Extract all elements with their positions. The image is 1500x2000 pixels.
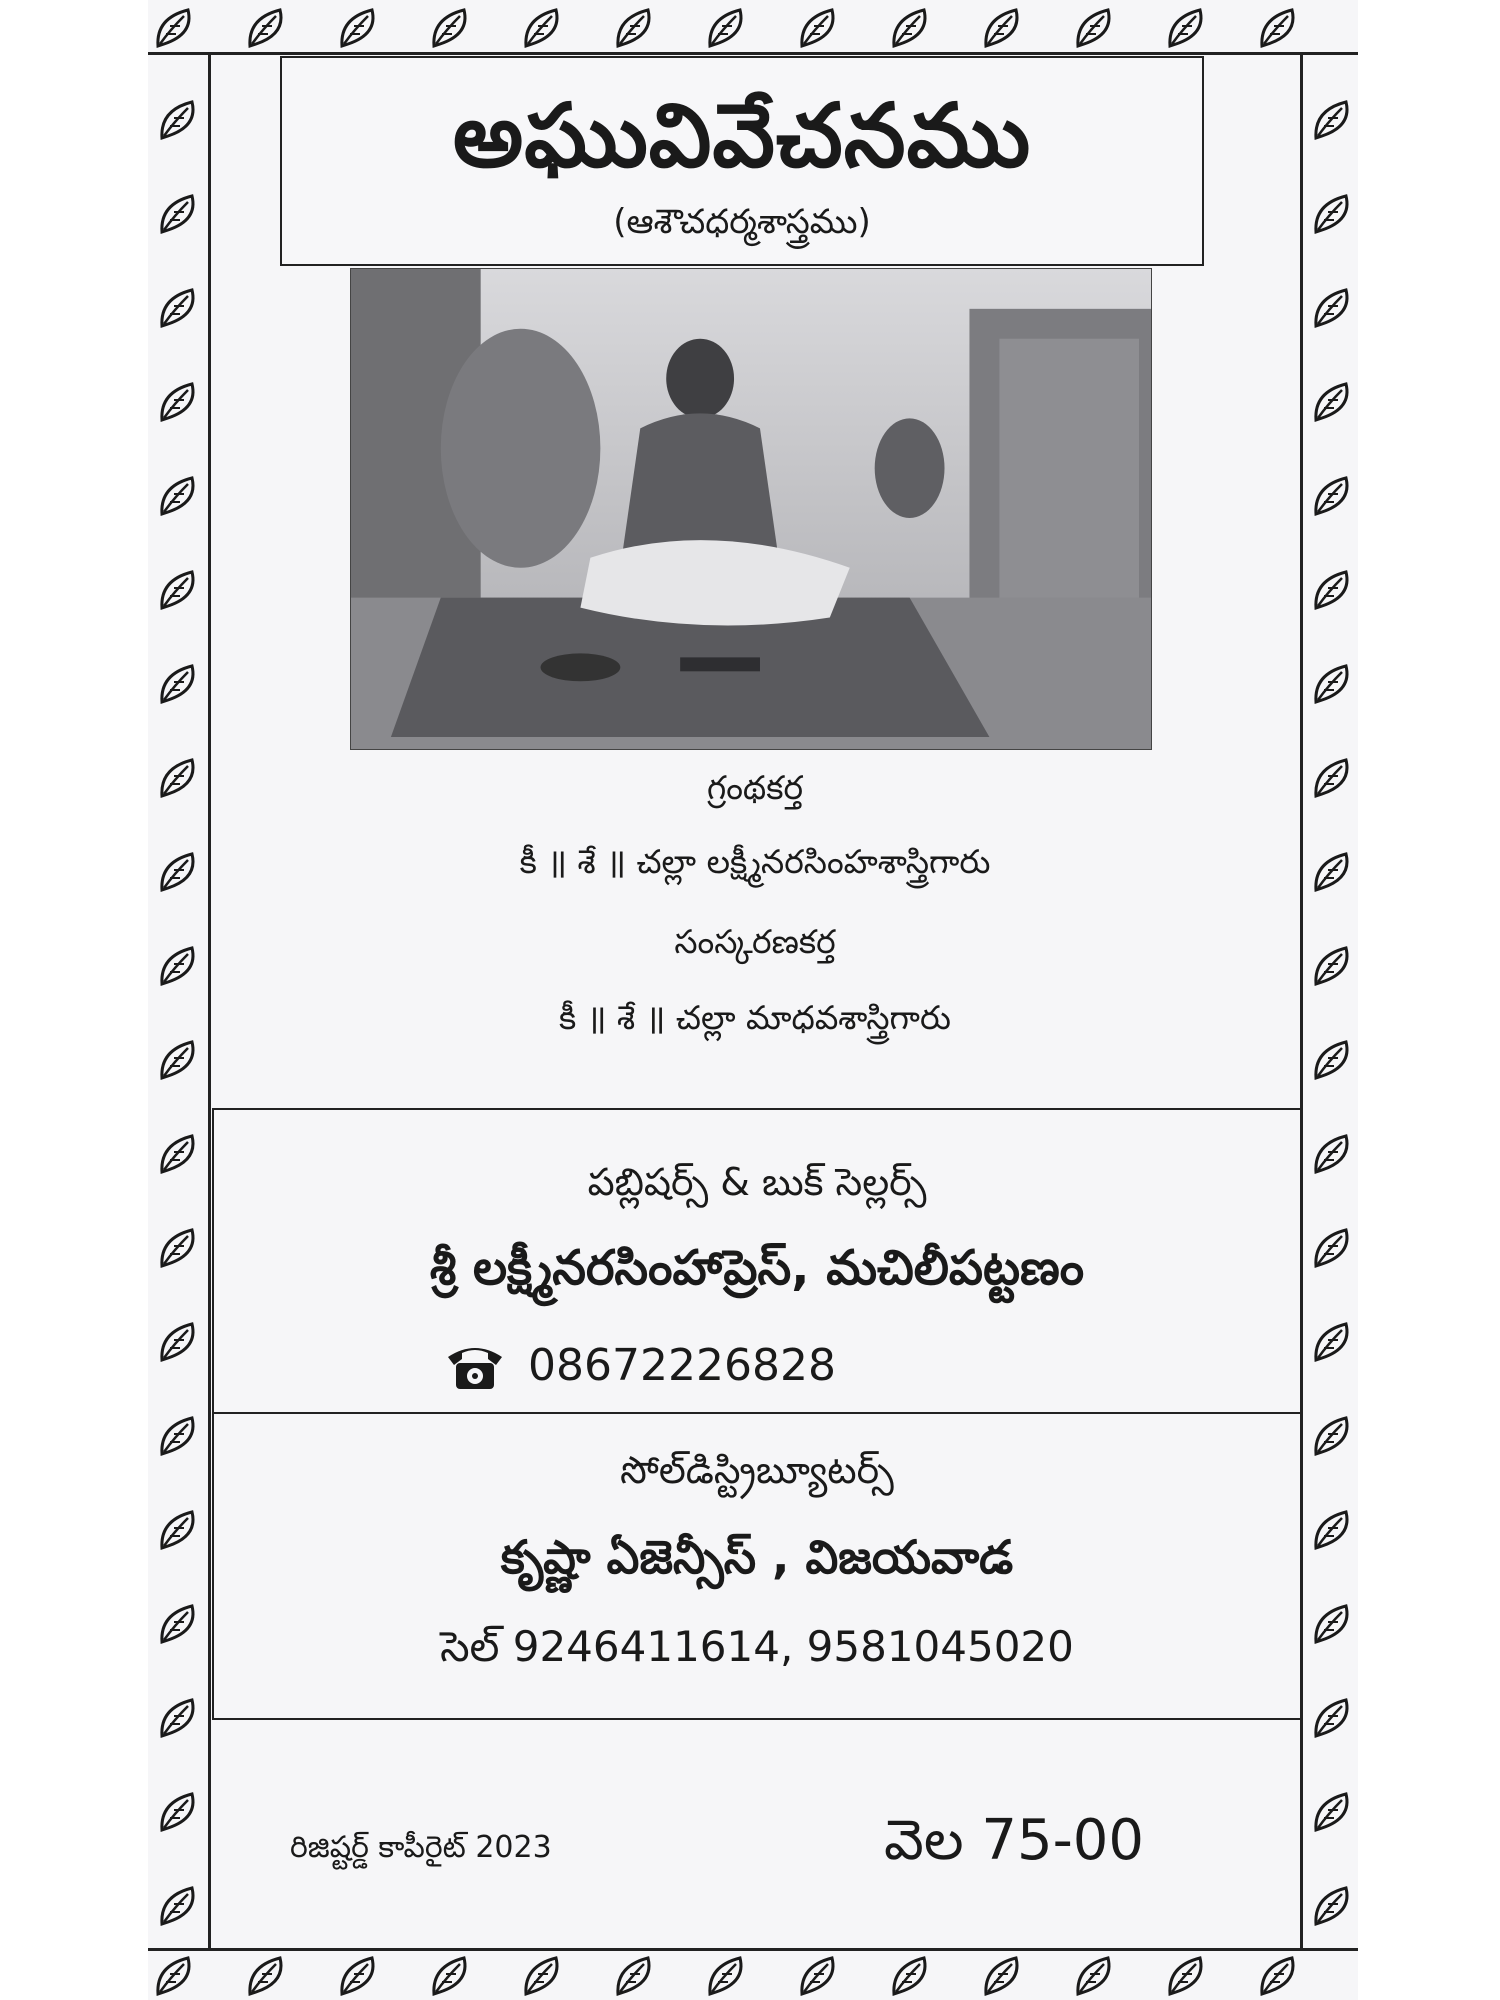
author-photo (350, 268, 1152, 750)
leaf-ornament-icon (154, 284, 202, 332)
leaf-ornament-icon (1162, 1952, 1210, 2000)
book-subtitle: (ఆశౌచధర్మశాస్త్రము) (613, 202, 871, 242)
publisher-phone: 08672226828 (528, 1340, 836, 1391)
leaf-ornament-icon (154, 472, 202, 520)
leaf-ornament-icon (1308, 1882, 1356, 1930)
leaf-ornament-icon (154, 848, 202, 896)
leaf-ornament-icon (978, 4, 1026, 52)
leaf-ornament-icon (610, 4, 658, 52)
publisher-phone-row (444, 1340, 836, 1391)
leaf-ornament-icon (702, 4, 750, 52)
leaf-ornament-icon (150, 1952, 198, 2000)
leaf-ornament-icon (154, 1130, 202, 1178)
title-box (280, 56, 1204, 266)
leaf-ornament-icon (794, 4, 842, 52)
leaf-ornament-icon (886, 1952, 934, 2000)
leaf-ornament-icon (1308, 754, 1356, 802)
distributor-name: కృష్ణా ఏజెన్సీస్ , విజయవాడ (500, 1530, 1014, 1584)
leaf-ornament-icon (334, 4, 382, 52)
leaf-ornament-icon (1308, 1412, 1356, 1460)
price: వెల 75-00 (884, 1808, 1145, 1873)
leaf-ornament-icon (1070, 1952, 1118, 2000)
leaf-ornament-icon (1070, 4, 1118, 52)
leaf-ornament-icon (1308, 1130, 1356, 1178)
leaf-ornament-icon (1308, 190, 1356, 238)
author-name: కీ ॥ శే ॥ చల్లా లక్ష్మీనరసింహశాస్త్రిగారు (519, 842, 991, 881)
leaf-ornament-icon (426, 4, 474, 52)
publisher-divider (214, 1412, 1300, 1414)
leaf-ornament-icon (1308, 1224, 1356, 1272)
leaf-ornament-icon (1308, 566, 1356, 614)
leaf-ornament-icon (154, 1882, 202, 1930)
leaf-ornament-icon (154, 942, 202, 990)
leaf-ornament-icon (154, 660, 202, 708)
leaf-ornament-icon (518, 1952, 566, 2000)
leaf-ornament-icon (154, 1694, 202, 1742)
leaf-ornament-icon (154, 1506, 202, 1554)
distributor-cell: సెల్ 9246411614, 9581045020 (440, 1622, 1074, 1671)
leaf-ornament-icon (1254, 4, 1302, 52)
leaf-ornament-icon (154, 190, 202, 238)
leaf-ornament-icon (1308, 96, 1356, 144)
leaf-ornament-icon (154, 1788, 202, 1836)
leaf-ornament-icon (518, 4, 566, 52)
leaf-ornament-icon (154, 1318, 202, 1366)
book-title: అఘువివేచనము (452, 84, 1032, 187)
leaf-ornament-icon (426, 1952, 474, 2000)
leaf-ornament-icon (154, 1036, 202, 1084)
leaf-ornament-icon (1308, 284, 1356, 332)
publisher-box (212, 1108, 1302, 1720)
leaf-ornament-icon (242, 4, 290, 52)
leaf-ornament-icon (154, 1412, 202, 1460)
leaf-ornament-icon (1308, 942, 1356, 990)
leaf-ornament-icon (154, 754, 202, 802)
publisher-label: పబ్లిషర్స్ & బుక్ సెల్లర్స్ (587, 1160, 927, 1204)
leaf-ornament-icon (1254, 1952, 1302, 2000)
leaf-ornament-icon (1308, 1318, 1356, 1366)
leaf-ornament-icon (794, 1952, 842, 2000)
leaf-ornament-icon (1308, 1600, 1356, 1648)
border-rule-bottom (148, 1948, 1358, 1951)
leaf-ornament-icon (1308, 472, 1356, 520)
border-rule-top (148, 52, 1358, 55)
leaf-ornament-icon (1308, 1694, 1356, 1742)
leaf-ornament-icon (242, 1952, 290, 2000)
telephone-icon (444, 1341, 506, 1391)
leaf-ornament-icon (334, 1952, 382, 2000)
leaf-ornament-icon (1308, 378, 1356, 426)
leaf-ornament-icon (150, 4, 198, 52)
leaf-ornament-icon (1308, 1788, 1356, 1836)
leaf-ornament-icon (154, 96, 202, 144)
publisher-name: శ్రీ లక్ష్మీనరసింహాప్రెస్, మచిలీపట్టణం (429, 1240, 1085, 1296)
leaf-ornament-icon (1308, 1036, 1356, 1084)
editor-name: కీ ॥ శే ॥ చల్లా మాధవశాస్త్రిగారు (559, 998, 951, 1037)
leaf-ornament-icon (154, 566, 202, 614)
leaf-ornament-icon (1162, 4, 1210, 52)
leaf-ornament-icon (1308, 1506, 1356, 1554)
leaf-ornament-icon (154, 1600, 202, 1648)
leaf-ornament-icon (154, 378, 202, 426)
leaf-ornament-icon (978, 1952, 1026, 2000)
leaf-ornament-icon (886, 4, 934, 52)
copyright-notice: రిజిష్టర్డ్ కాపీరైట్ 2023 (290, 1830, 552, 1865)
distributor-label: సోల్‌డిస్ట్రిబ్యూటర్స్ (620, 1448, 894, 1492)
leaf-ornament-icon (702, 1952, 750, 2000)
leaf-ornament-icon (610, 1952, 658, 2000)
leaf-ornament-icon (1308, 660, 1356, 708)
editor-label: సంస్కరణకర్త (674, 922, 836, 961)
leaf-ornament-icon (154, 1224, 202, 1272)
author-label: గ్రంథకర్త (706, 768, 804, 807)
leaf-ornament-icon (1308, 848, 1356, 896)
